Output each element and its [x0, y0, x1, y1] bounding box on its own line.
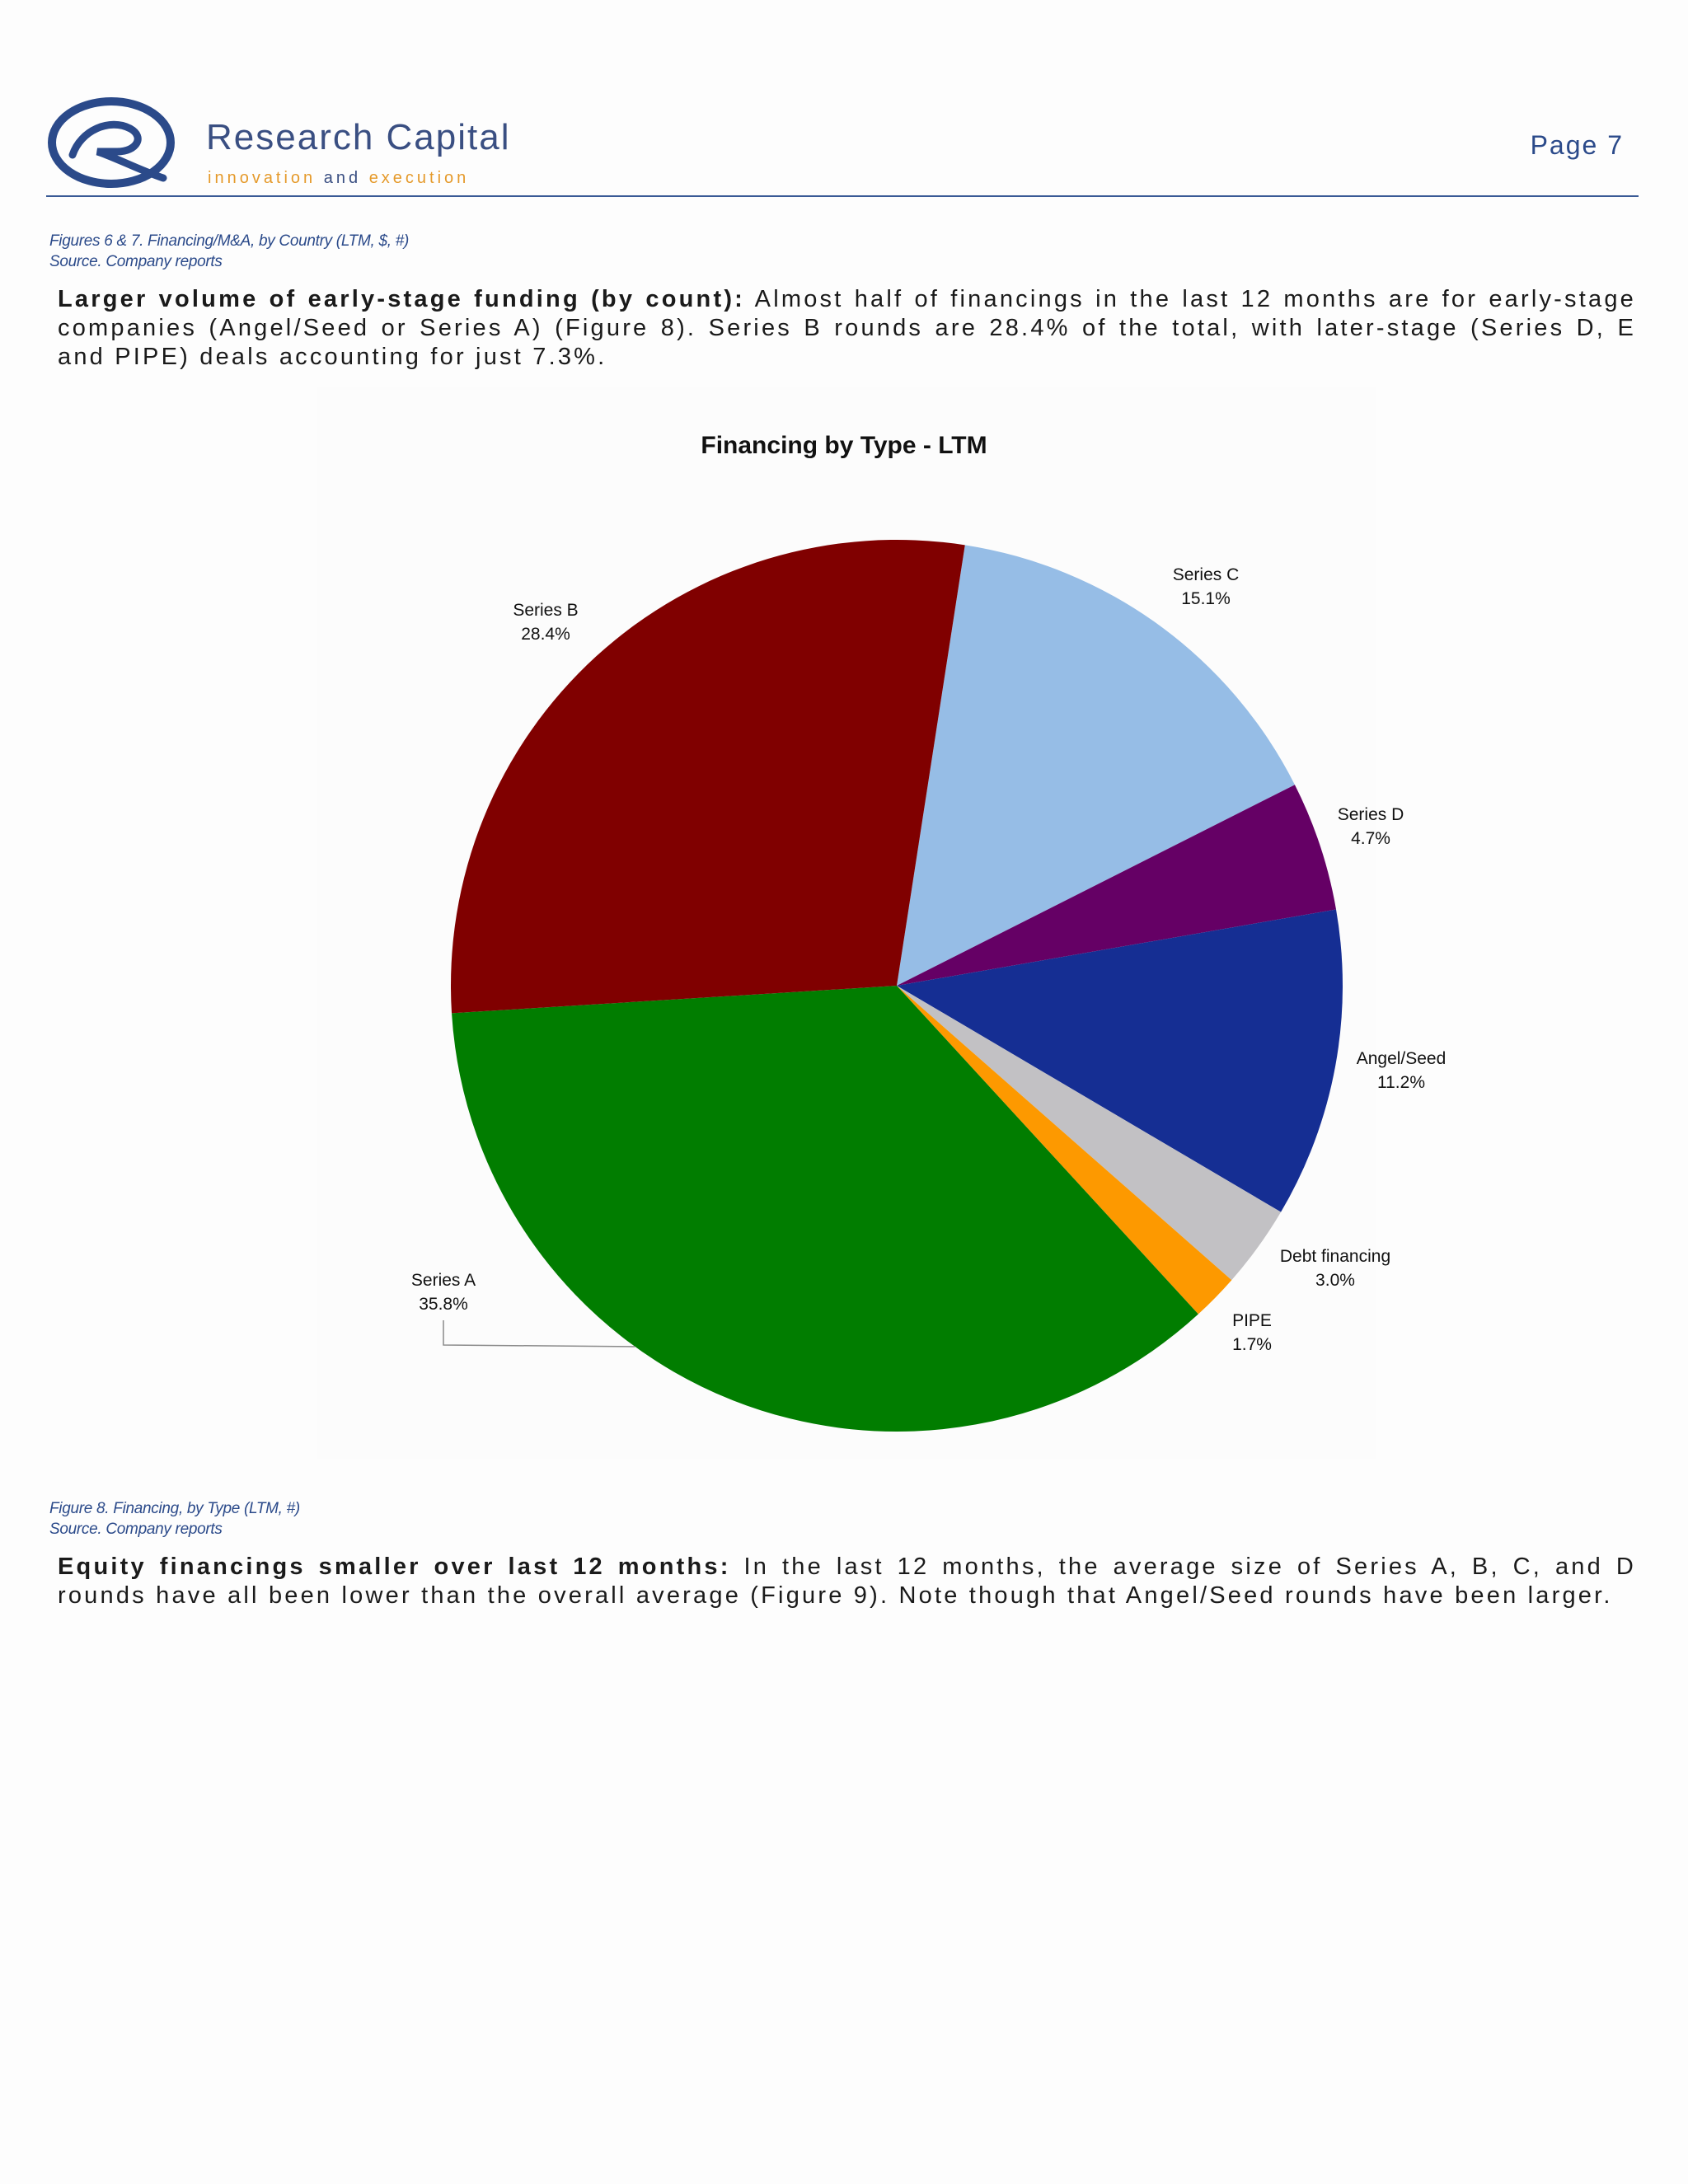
pie-label-value: 35.8%	[419, 1295, 468, 1314]
pie-label-value: 3.0%	[1315, 1271, 1355, 1290]
pie-label-series-a	[411, 1268, 476, 1316]
pie-label-value: 11.2%	[1377, 1073, 1425, 1092]
pie-label-name: Series A	[410, 1271, 476, 1290]
paragraph-heading: Larger volume of early-stage funding (by count):	[58, 286, 746, 312]
caption-source: Source. Company reports	[49, 253, 223, 270]
pie-label-value: 4.7%	[1351, 829, 1390, 848]
paragraph-body: In the last 12 months, the average size of Series A, B, C, and D rounds have all been lower than the overall average (Figure 9). Note though that Angel/Seed rounds have been larger.	[58, 1554, 1636, 1609]
pie-label-value: 28.4%	[521, 625, 570, 644]
caption-source: Source. Company reports	[49, 1521, 223, 1538]
series-a-leader-line	[443, 1320, 635, 1347]
tagline-and: and	[323, 169, 362, 187]
tagline-innovation: innovation	[208, 169, 316, 187]
chart-title: Financing by Type - LTM	[701, 432, 987, 459]
pie-label-value: 15.1%	[1181, 589, 1231, 608]
paragraph-equity	[58, 1553, 1636, 1610]
figure-caption-bottom	[49, 1498, 300, 1540]
pie-label-debt-financing	[1280, 1244, 1390, 1292]
pie-label-series-b	[513, 598, 578, 646]
pie-label-name: Series D	[1337, 805, 1404, 824]
paragraph-heading: Equity financings smaller over last 12 months:	[58, 1554, 731, 1580]
tagline-execution: execution	[368, 169, 470, 187]
caption-title: Figures 6 & 7. Financing/M&A, by Country (LTM, $, #)	[49, 232, 409, 250]
paragraph-body: Almost half of financings in the last 12 months are for early-stage companies (Angel/Seed or Series A) (Figure 8). Series B rounds are 28.4% of the total, with later-stage (Series D, E and PIPE) deals accounting for just 7.3%.	[58, 286, 1636, 370]
pie-label-angel-seed	[1357, 1047, 1447, 1094]
pie-label-name: Series C	[1172, 565, 1240, 584]
pie-label-name: Debt financing	[1279, 1247, 1391, 1266]
pie-label-name: Series B	[513, 601, 579, 620]
logo-name: Research Capital	[206, 117, 511, 157]
pie-label-name: Angel/Seed	[1356, 1049, 1447, 1068]
pie-label-series-c	[1173, 563, 1240, 611]
pie-label-series-d	[1338, 803, 1404, 851]
pie-label-pipe	[1232, 1309, 1272, 1357]
pie-label-name: PIPE	[1232, 1311, 1272, 1330]
pie-label-value: 1.7%	[1232, 1335, 1272, 1354]
caption-title: Figure 8. Financing, by Type (LTM, #)	[49, 1500, 300, 1517]
page-number: Page 7	[1530, 130, 1624, 160]
